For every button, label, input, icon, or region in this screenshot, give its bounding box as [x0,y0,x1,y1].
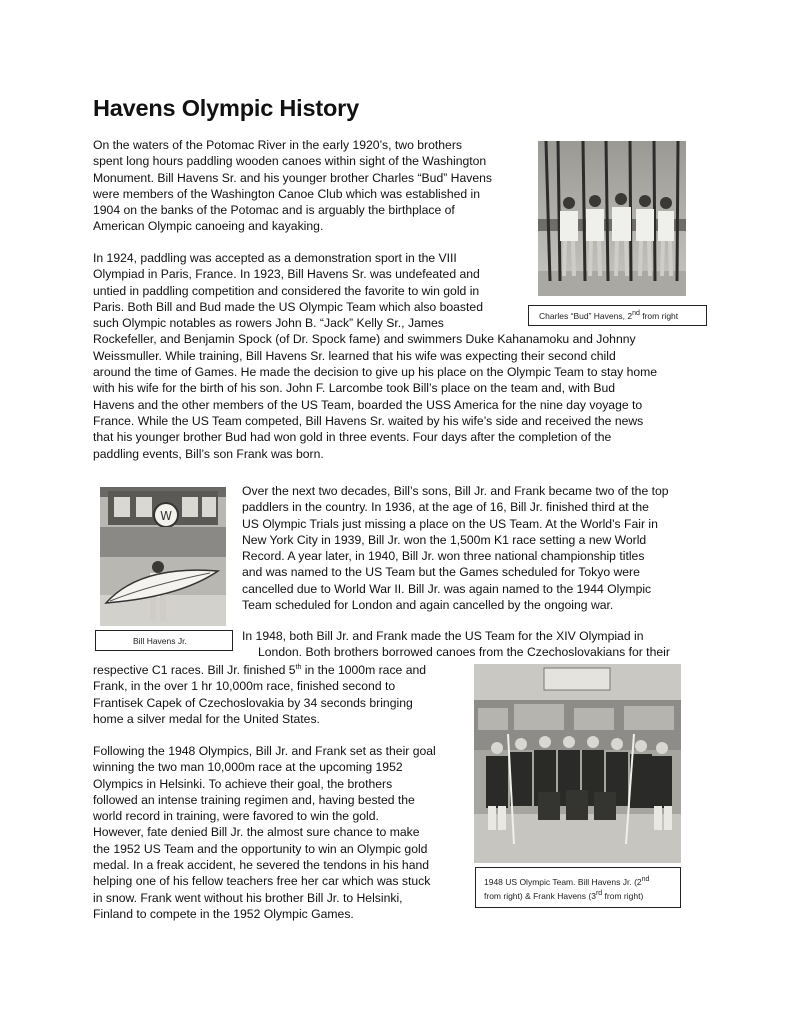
text-line: the 1952 US Team and the opportunity to win an Olympic gold [93,841,428,856]
caption-text: 1948 US Olympic Team. Bill Havens Jr. (2 [484,877,642,887]
text-line: spent long hours paddling wooden canoes within sight of the Washington [93,154,487,169]
photo-1948-olympic-team-image [474,664,681,863]
text-line: around the time of Games. He made the decision to give up his place on the Olympic Team to stay home [93,365,658,380]
text-line [93,662,426,678]
paragraph-1948-start [242,628,670,661]
page-title: Havens Olympic History [93,95,359,121]
text-line: world record in training, were favored to win the gold. [93,809,379,824]
text-line: such Olympic notables as rowers John B. “Jack” Kelly Sr., James [93,316,444,331]
text-line: helping one of his fellow teachers free her car which was stuck [93,874,431,889]
text-line: Monument. Bill Havens Sr. and his younger brother Charles “Bud” Havens [93,170,492,185]
text-line: Rockefeller, and Benjamin Spock (of Dr. Spock fame) and swimmers Duke Kahanamoku and Johnny [93,332,636,347]
text-fragment: respective C1 races. Bill Jr. finished 5 [93,663,296,677]
text-line: In 1948, both Bill Jr. and Frank made the US Team for the XIV Olympiad in [242,629,644,643]
photo-bill-havens-jr-image [100,487,226,626]
text-line: medal. In a freak accident, he severed the tendons in his hand [93,858,430,873]
text-line: New York City in 1939, Bill Jr. won the 1,500m K1 race setting a new World [242,532,647,547]
text-line: Team scheduled for London and again cancelled by the ongoing war. [242,598,614,613]
paragraph-potomac [93,137,492,235]
text-line: cancelled due to World War II. Bill Jr. was again named to the 1944 Olympic [242,581,652,596]
text-line: Frantisek Capek of Czechoslovakia by 34 seconds bringing [93,695,413,710]
text-line: In 1924, paddling was accepted as a demonstration sport in the VIII [93,251,457,265]
text-line: Weissmuller. While training, Bill Havens Sr. learned that his wife was expecting their second child [93,348,616,363]
text-line: On the waters of the Potomac River in the early 1920’s, two brothers [93,138,462,152]
caption-text: Bill Havens Jr. [133,636,187,646]
paragraph-following-1948 [93,743,436,922]
text-line: with his wife for the birth of his son. John F. Larcombe took Bill’s place on the team and, with Bud [93,381,616,396]
text-line: Olympiad in Paris, France. In 1923, Bill Havens Sr. was undefeated and [93,267,480,282]
text-line: Record. A year later, in 1940, Bill Jr. won three national championship titles [242,549,645,564]
text-line: that his younger brother Bud had won gold in three events. Four days after the completion of the [93,430,612,445]
text-line: Following the 1948 Olympics, Bill Jr. and Frank set as their goal [93,744,436,758]
caption-bud-havens [528,305,707,326]
paragraph-1948-continued [93,662,426,727]
text-fragment: in the 1000m race and [301,663,427,677]
text-line: Paris. Both Bill and Bud made the US Olympic Team which also boasted [93,299,483,314]
text-line: 1904 on the banks of the Potomac and is arguably the birthplace of [93,203,455,218]
photo-bill-havens-jr [100,487,226,626]
text-line: followed an intense training regimen and, having bested the [93,792,415,807]
photo-bud-havens-image [538,141,686,296]
text-line: However, fate denied Bill Jr. the almost sure chance to make [93,825,420,840]
text-line: Olympics in Helsinki. To achieve their goal, the brothers [93,776,393,791]
photo-bud-havens [538,141,686,296]
text-line: Frank, in the over 1 hr 10,000m race, finished second to [93,679,396,694]
caption-text: Charles “Bud” Havens, 2 [539,311,633,321]
text-sup: th [295,663,302,671]
caption-text: from right) & Frank Havens (3 [484,891,596,901]
caption-bill-havens-jr [95,630,233,651]
text-line: winning the two man 10,000m race at the upcoming 1952 [93,760,403,775]
caption-rest: from right) [602,891,644,901]
caption-sup: nd [632,310,640,318]
caption-sup: rd [595,890,603,898]
text-line: paddling events, Bill’s son Frank was born. [93,446,324,461]
caption-1948-team [475,867,681,908]
text-line: American Olympic canoeing and kayaking. [93,219,324,234]
svg-text:W: W [160,509,172,523]
text-line: in snow. Frank went without his brother Bill Jr. to Helsinki, [93,890,403,905]
caption-sup: nd [641,876,650,884]
text-line: home a silver medal for the United States. [93,711,320,726]
caption-line [484,875,680,889]
caption-rest: from right [639,311,679,321]
text-line: France. While the US Team competed, Bill Havens Sr. waited by his wife’s side and received the news [93,413,644,428]
caption-line [484,889,680,903]
text-line: Finland to compete in the 1952 Olympic Games. [93,906,354,921]
text-line: paddlers in the country. In 1936, at the age of 16, Bill Jr. finished third at the [242,500,649,515]
paragraph-two-decades [242,483,669,613]
photo-1948-olympic-team [474,664,681,863]
text-line: Over the next two decades, Bill’s sons, Bill Jr. and Frank became two of the top [242,484,669,498]
text-line: and was named to the US Team but the Games scheduled for Tokyo were [242,565,640,580]
text-line: Havens and the other members of the US Team, boarded the USS America for the nine day voyage to [93,397,643,412]
text-line: untied in paddling competition and considered the favorite to win gold in [93,283,480,298]
text-line: London. Both brothers borrowed canoes from the Czechoslovakians for their [258,645,670,660]
text-line: were members of the Washington Canoe Club which was established in [93,186,481,201]
text-line: US Olympic Trials just missing a place on the US Team. At the World’s Fair in [242,516,658,531]
